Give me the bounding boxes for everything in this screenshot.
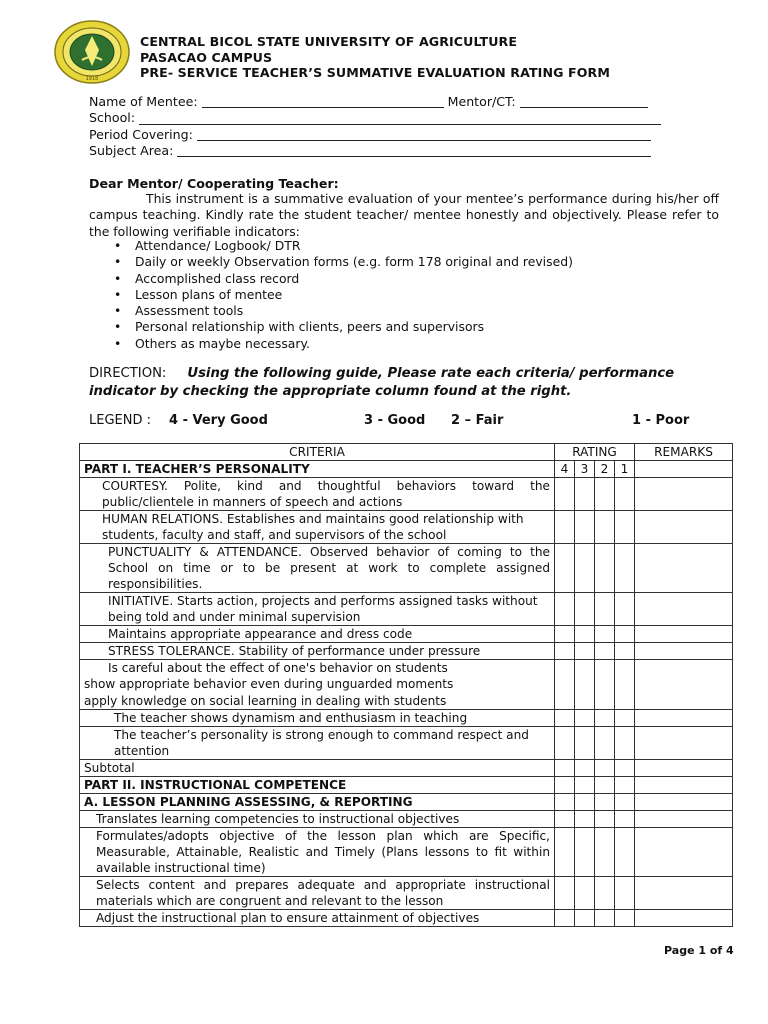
- scale-cell: 4: [555, 461, 575, 478]
- seal-year: 1918: [85, 76, 99, 82]
- criterion-cell: [80, 660, 555, 710]
- rating-cell[interactable]: [615, 660, 635, 710]
- legend-item: 4 - Very Good: [169, 413, 268, 428]
- mentor-field[interactable]: [520, 96, 648, 108]
- letter-body: [89, 191, 719, 240]
- list-item: • Personal relationship with clients, peers and supervisors: [114, 319, 573, 335]
- rating-cell[interactable]: [615, 727, 635, 760]
- criterion-text: STRESS TOLERANCE. Stability of performance under pressure: [80, 643, 555, 660]
- rating-cell[interactable]: [615, 544, 635, 593]
- direction-text: Using the following guide, Please rate each criteria/ performance indicator by checking the appropriate column found at the right.: [89, 366, 675, 399]
- rating-cell[interactable]: [615, 760, 635, 777]
- rating-cell[interactable]: [575, 710, 595, 727]
- legend-item: 1 - Poor: [632, 413, 690, 428]
- rating-header: RATING: [555, 444, 635, 461]
- rating-cell[interactable]: [555, 828, 575, 877]
- legend-item: 3 - Good: [364, 413, 426, 428]
- part-heading: PART I. TEACHER’S PERSONALITY: [80, 461, 555, 478]
- criterion-text: Formulates/adopts objective of the lesson plan which are Specific, Measurable, Attainable, Realistic and Timely (Plans lessons to fit within available instructional time): [80, 828, 555, 877]
- rating-cell[interactable]: [615, 710, 635, 727]
- remarks-cell[interactable]: [635, 910, 733, 927]
- rating-cell[interactable]: [595, 811, 615, 828]
- scale-cell: 1: [615, 461, 635, 478]
- part-heading: PART II. INSTRUCTIONAL COMPETENCE: [80, 777, 555, 794]
- salutation: Dear Mentor/ Cooperating Teacher:: [89, 176, 339, 191]
- info-fields: [89, 94, 661, 159]
- scale-cell: 2: [595, 461, 615, 478]
- legend: [89, 413, 704, 431]
- rating-cell[interactable]: [595, 910, 615, 927]
- remarks-cell[interactable]: [635, 811, 733, 828]
- list-item: • Lesson plans of mentee: [114, 287, 573, 303]
- list-item: • Others as maybe necessary.: [114, 336, 573, 352]
- rating-cell[interactable]: [595, 877, 615, 910]
- legend-label: LEGEND :: [89, 413, 151, 428]
- table-row: [80, 760, 733, 777]
- table-row: [80, 544, 733, 593]
- letter-paragraph: This instrument is a summative evaluation of your mentee’s performance during his/her off campus teaching. Kindly rate the student teacher/ mentee honestly and objectively. Please refer to the following verifiable indicators:: [89, 191, 719, 239]
- table-row: [80, 643, 733, 660]
- remarks-cell[interactable]: [635, 828, 733, 877]
- criterion-text: PUNCTUALITY & ATTENDANCE. Observed behavior of coming to the School on time or to be present at work to complete assigned responsibilities.: [80, 544, 555, 593]
- remarks-header: REMARKS: [635, 444, 733, 461]
- list-item: • Assessment tools: [114, 303, 573, 319]
- list-item: • Accomplished class record: [114, 271, 573, 287]
- period-label: Period Covering:: [89, 126, 193, 142]
- rating-cell[interactable]: [615, 828, 635, 877]
- criterion-text: INITIATIVE. Starts action, projects and performs assigned tasks without being told and under minimal supervision: [80, 593, 555, 626]
- criterion-text: Adjust the instructional plan to ensure attainment of objectives: [80, 910, 555, 927]
- rating-cell[interactable]: [615, 877, 635, 910]
- legend-item: 2 – Fair: [451, 413, 504, 428]
- remarks-cell[interactable]: [635, 544, 733, 593]
- remarks-cell[interactable]: [635, 710, 733, 727]
- table-row: [80, 511, 733, 544]
- subject-field[interactable]: [177, 145, 651, 157]
- table-row: [80, 811, 733, 828]
- rating-cell[interactable]: [615, 478, 635, 511]
- subtotal-label: Subtotal: [80, 760, 555, 777]
- rating-cell[interactable]: [595, 643, 615, 660]
- school-field[interactable]: [139, 113, 661, 125]
- rating-cell[interactable]: [595, 660, 615, 710]
- rating-cell[interactable]: [555, 593, 575, 626]
- criterion-text: The teacher’s personality is strong enough to command respect and attention: [80, 727, 555, 760]
- mentee-field[interactable]: [202, 96, 444, 108]
- university-name: CENTRAL BICOL STATE UNIVERSITY OF AGRICULTURE: [140, 34, 518, 49]
- university-seal-icon: [53, 20, 131, 84]
- rating-cell[interactable]: [595, 710, 615, 727]
- table-row: [80, 877, 733, 910]
- rating-cell[interactable]: [595, 478, 615, 511]
- form-header: [140, 34, 610, 81]
- campus-name: PASACAO CAMPUS: [140, 49, 273, 65]
- direction-label: DIRECTION:: [89, 366, 167, 381]
- criterion-text: HUMAN RELATIONS. Establishes and maintains good relationship with students, faculty and staff, and supervisors of the school: [80, 511, 555, 544]
- rating-cell[interactable]: [575, 511, 595, 544]
- table-header-row: [80, 444, 733, 461]
- rating-cell[interactable]: [555, 643, 575, 660]
- rating-cell[interactable]: [555, 511, 575, 544]
- rating-cell[interactable]: [575, 643, 595, 660]
- remarks-cell[interactable]: [635, 760, 733, 777]
- remarks-cell[interactable]: [635, 461, 733, 478]
- rating-cell[interactable]: [595, 544, 615, 593]
- indicator-list: [114, 238, 573, 352]
- remarks-cell[interactable]: [635, 643, 733, 660]
- rating-cell[interactable]: [615, 626, 635, 643]
- rating-cell[interactable]: [575, 544, 595, 593]
- remarks-cell[interactable]: [635, 511, 733, 544]
- list-item: • Attendance/ Logbook/ DTR: [114, 238, 573, 254]
- rating-cell[interactable]: [575, 811, 595, 828]
- rating-cell[interactable]: [615, 643, 635, 660]
- scale-cell: 3: [575, 461, 595, 478]
- rating-cell[interactable]: [595, 593, 615, 626]
- remarks-cell[interactable]: [635, 877, 733, 910]
- rating-cell[interactable]: [595, 511, 615, 544]
- remarks-cell[interactable]: [635, 727, 733, 760]
- table-row: [80, 777, 733, 794]
- subject-label: Subject Area:: [89, 142, 174, 158]
- table-row: [80, 828, 733, 877]
- rating-cell[interactable]: [575, 626, 595, 643]
- remarks-cell[interactable]: [635, 593, 733, 626]
- rating-cell[interactable]: [555, 910, 575, 927]
- mentee-label: Name of Mentee:: [89, 94, 198, 109]
- section-heading: A. LESSON PLANNING ASSESSING, & REPORTING: [80, 794, 555, 811]
- criteria-header: CRITERIA: [80, 444, 555, 461]
- criterion-text: The teacher shows dynamism and enthusiasm in teaching: [80, 710, 555, 727]
- rating-cell[interactable]: [595, 828, 615, 877]
- rating-cell[interactable]: [555, 811, 575, 828]
- rating-cell[interactable]: [575, 760, 595, 777]
- page-number: Page 1 of 4: [664, 944, 734, 957]
- rating-cell[interactable]: [575, 910, 595, 927]
- rating-cell[interactable]: [555, 478, 575, 511]
- rating-cell[interactable]: [575, 478, 595, 511]
- rating-cell[interactable]: [555, 727, 575, 760]
- rating-cell[interactable]: [615, 910, 635, 927]
- table-row: [80, 794, 733, 811]
- rating-cell[interactable]: [555, 760, 575, 777]
- table-row: [80, 593, 733, 626]
- table-row: [80, 626, 733, 643]
- rating-cell[interactable]: [595, 727, 615, 760]
- rating-cell[interactable]: [615, 811, 635, 828]
- rating-cell[interactable]: [555, 626, 575, 643]
- rating-cell[interactable]: [575, 593, 595, 626]
- period-field[interactable]: [197, 129, 651, 141]
- rating-cell[interactable]: [575, 660, 595, 710]
- criterion-text: COURTESY. Polite, kind and thoughtful behaviors toward the public/clientele in manners of speech and actions: [80, 478, 555, 511]
- criterion-text: Is careful about the effect of one's behavior on students: [108, 661, 448, 675]
- form-title: PRE- SERVICE TEACHER’S SUMMATIVE EVALUATION RATING FORM: [140, 65, 610, 80]
- remarks-cell[interactable]: [635, 660, 733, 710]
- rating-cell[interactable]: [575, 877, 595, 910]
- direction: [89, 365, 699, 401]
- table-row: [80, 478, 733, 511]
- rating-cell[interactable]: [575, 727, 595, 760]
- rating-cell[interactable]: [555, 544, 575, 593]
- rating-cell[interactable]: [595, 760, 615, 777]
- rating-cell[interactable]: [615, 593, 635, 626]
- rating-cell[interactable]: [595, 626, 615, 643]
- criterion-text: apply knowledge on social learning in dealing with students: [84, 694, 447, 708]
- rating-cell[interactable]: [555, 660, 575, 710]
- rating-cell[interactable]: [615, 511, 635, 544]
- criterion-text: Maintains appropriate appearance and dress code: [80, 626, 555, 643]
- remarks-cell[interactable]: [635, 478, 733, 511]
- table-row: [80, 461, 733, 478]
- table-row: [80, 660, 733, 710]
- remarks-cell[interactable]: [635, 626, 733, 643]
- table-row: [80, 727, 733, 760]
- rating-cell[interactable]: [555, 710, 575, 727]
- mentor-label: Mentor/CT:: [447, 94, 516, 109]
- criteria-table: [79, 443, 733, 927]
- table-row: [80, 910, 733, 927]
- rating-cell[interactable]: [555, 877, 575, 910]
- table-row: [80, 710, 733, 727]
- list-item: • Daily or weekly Observation forms (e.g. form 178 original and revised): [114, 254, 573, 270]
- criterion-text: show appropriate behavior even during unguarded moments: [84, 677, 454, 691]
- school-label: School:: [89, 110, 136, 126]
- criterion-text: Translates learning competencies to instructional objectives: [80, 811, 555, 828]
- criterion-text: Selects content and prepares adequate and appropriate instructional materials which are congruent and relevant to the lesson: [80, 877, 555, 910]
- rating-cell[interactable]: [575, 828, 595, 877]
